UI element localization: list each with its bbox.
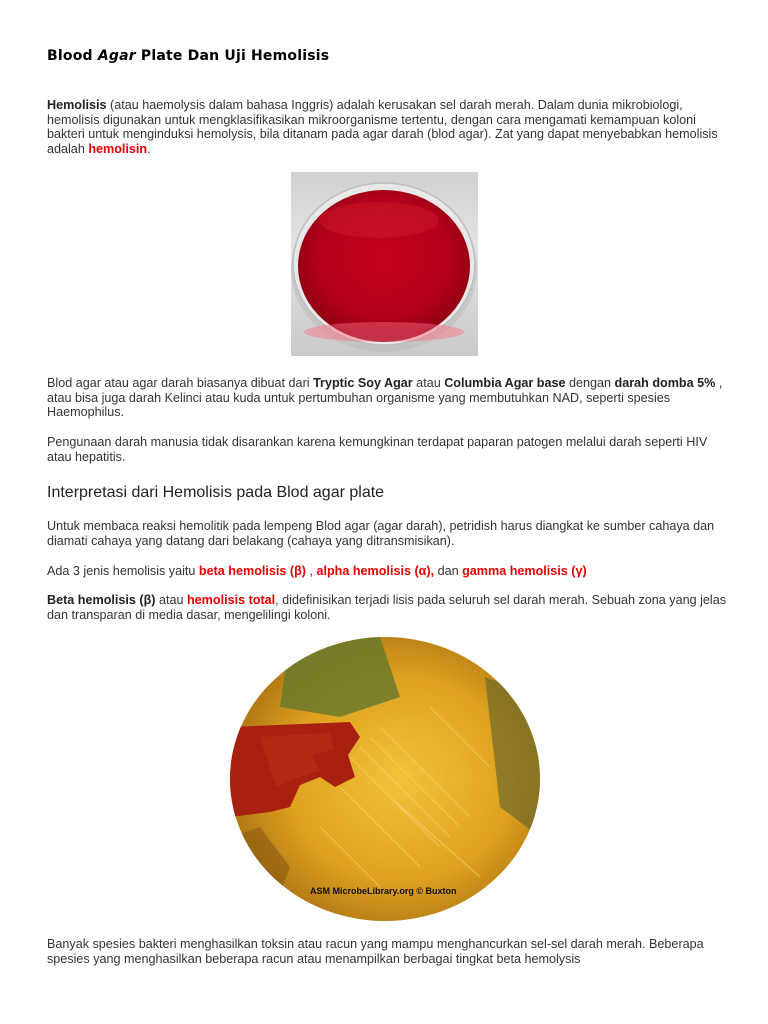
hemolisin-link: hemolisin — [88, 141, 148, 156]
intro-paragraph: Hemolisis (atau haemolysis dalam bahasa Inggris) adalah kerusakan sel darah merah. Dalam dunia mikrobiologi, hemolisis digunakan untuk mengklasifikasikan mikroorganisme tertentu, dengan cara mengamati kemampuan koloni bakteri untuk menginduksi hemolysis, bila ditanam pada agar darah (blod agar). Zat yang dapat menyebabkan hemolisis adalah hemolisin. — [47, 98, 718, 156]
hemolysis-types-paragraph: Ada 3 jenis hemolisis yaitu beta hemolisis (β) , alpha hemolisis (α), dan gamma hemolisis (γ) — [47, 564, 587, 578]
image-watermark: ASM MicrobeLibrary.org © Buxton — [310, 886, 457, 896]
page-title: Blood Agar Plate Dan Uji Hemolisis — [47, 48, 330, 64]
agar-composition-paragraph: Blod agar atau agar darah biasanya dibuat dari Tryptic Soy Agar atau Columbia Agar base dengan darah domba 5% , atau bisa juga darah Kelinci atau kuda untuk pertumbuhan organisme yang membutuhkan NAD, seperti spesies Haemophilus. — [47, 376, 723, 420]
section-heading: Interpretasi dari Hemolisis pada Blod agar plate — [47, 484, 385, 501]
hemolysis-plate-illustration — [230, 637, 540, 921]
petri-dish-illustration — [291, 172, 478, 356]
beta-hemolysis-plate-image — [230, 637, 540, 921]
closing-paragraph: Banyak spesies bakteri menghasilkan toksin atau racun yang mampu menghancurkan sel-sel darah merah. Beberapa spesies yang menghasilkan beberapa racun atau menampilkan berbagai tingkat beta hemolysis — [47, 937, 704, 966]
human-blood-paragraph: Pengunaan darah manusia tidak disarankan karena kemungkinan terdapat paparan patogen melalui darah seperti HIV atau hepatitis. — [47, 435, 708, 464]
beta-hemolysis-paragraph: Beta hemolisis (β) atau hemolisis total, didefinisikan terjadi lisis pada seluruh sel darah merah. Sebuah zona yang jelas dan transparan di media dasar, mengelilingi koloni. — [47, 593, 727, 622]
blood-agar-plate-image — [291, 172, 478, 356]
reading-paragraph: Untuk membaca reaksi hemolitik pada lempeng Blod agar (agar darah), petridish harus diangkat ke sumber cahaya dan diamati cahaya yang datang dari belakang (cahaya yang ditransmisikan). — [47, 519, 715, 548]
